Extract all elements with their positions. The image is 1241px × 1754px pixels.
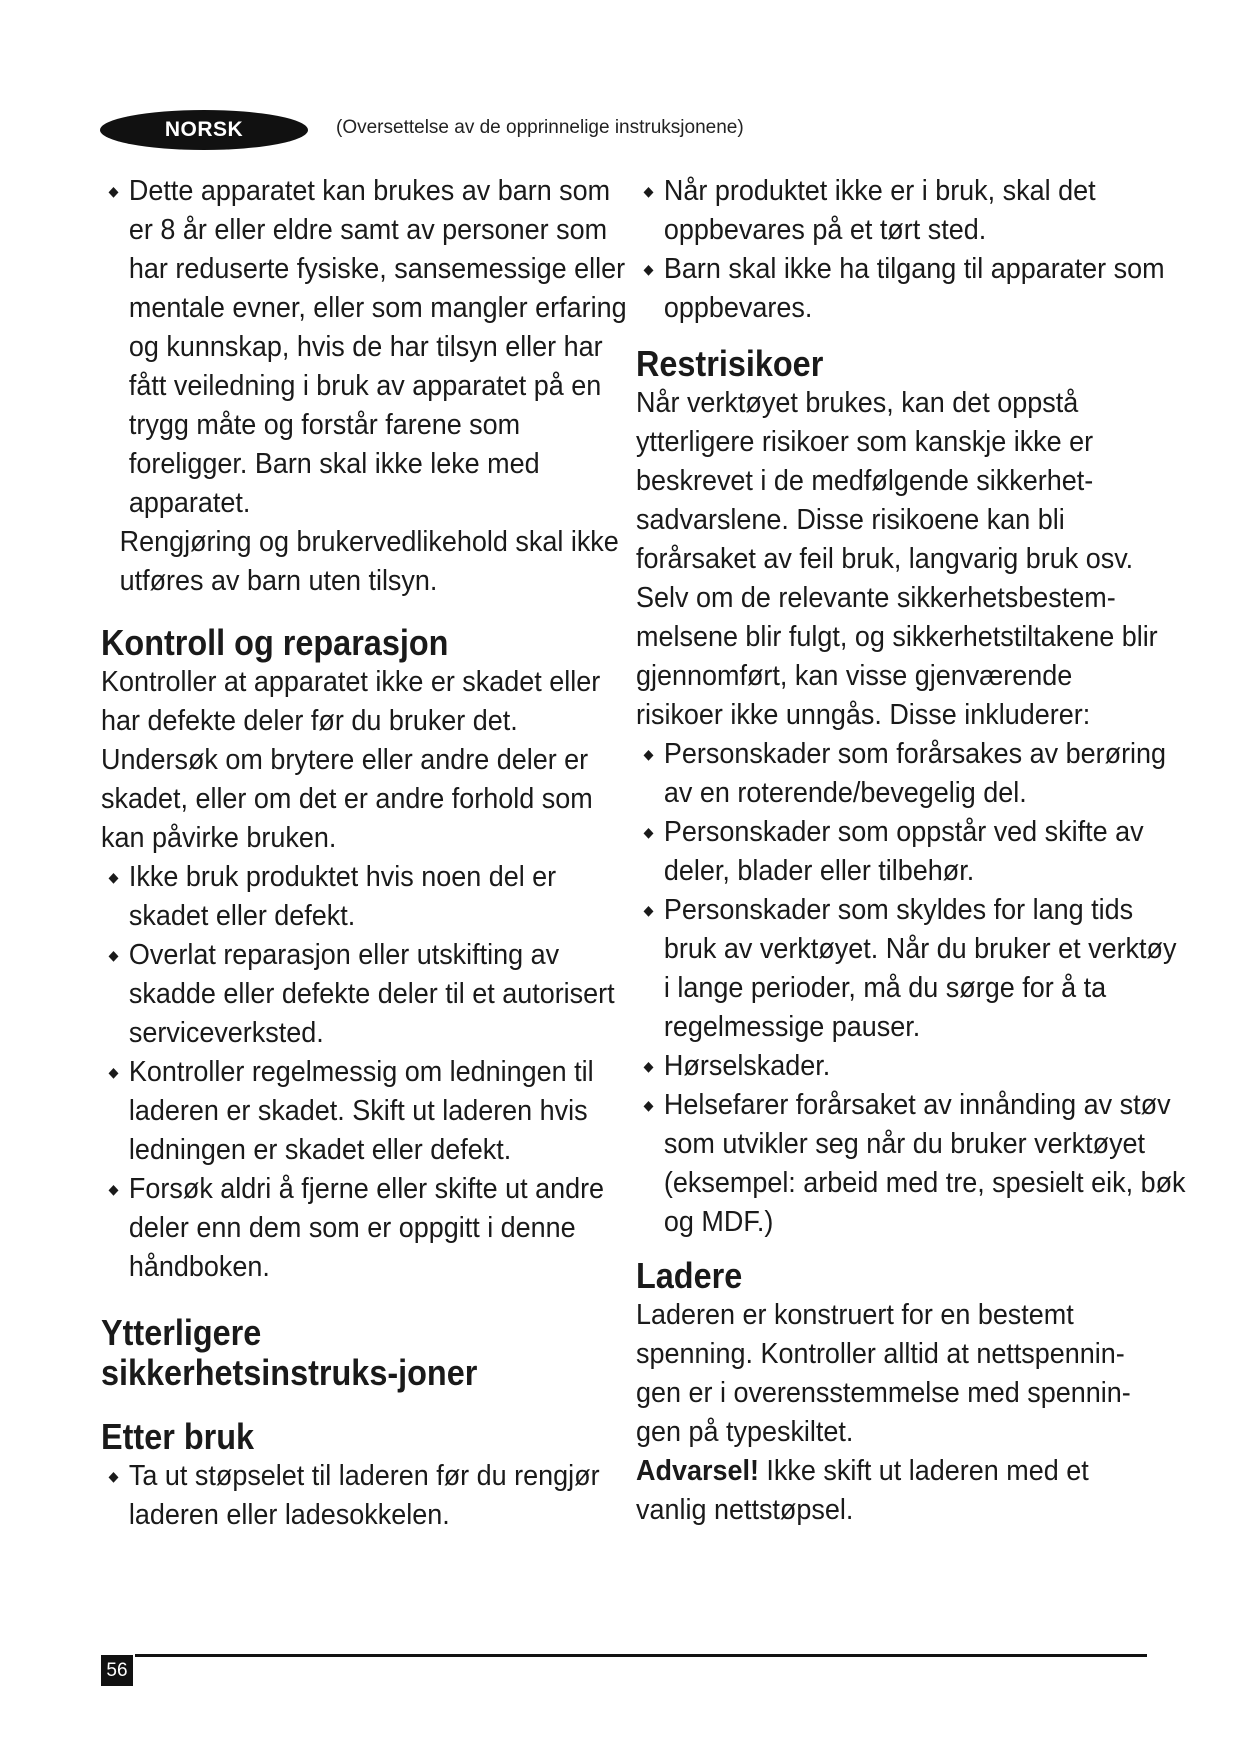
language-badge: NORSK [100, 110, 308, 150]
diamond-bullet-icon: ◆ [643, 746, 654, 762]
restrisikoer-text: Når verktøyet brukes, kan det oppstå ytterligere risikoer som kanskje ikke er beskrevet i de medfølgende sikkerhet-sadvarslene. Disse risikoene kan bli forårsaket av feil bruk, langvarig bruk osv. Selv om de relevante sikkerhetsbestem-melsene blir fulgt, og sikkerhetstiltakene blir gjennomført, kan visse gjenværende risikoer ikke unngås. Disse inkluderer: [636, 387, 1158, 731]
warning-label: Advarsel! [636, 1455, 759, 1487]
list-item: ◆ Forsøk aldri å fjerne eller skifte ut andre deler enn dem som er oppgitt i denne håndboken. [101, 1170, 641, 1287]
list-item: ◆ Personskader som skyldes for lang tids bruk av verktøyet. Når du bruker et verktøy i lange perioder, må du sørge for å ta regelmessige pauser. [636, 891, 1186, 1047]
diamond-bullet-icon: ◆ [108, 1064, 119, 1080]
ladere-text: Laderen er konstruert for en bestemt spenning. Kontroller alltid at nettspennin-gen er i overensstemmelse med spennin-gen på typeskiltet. [636, 1299, 1131, 1448]
diamond-bullet-icon: ◆ [108, 1468, 119, 1484]
diamond-bullet-icon: ◆ [643, 1097, 654, 1113]
list-item: ◆ Dette apparatet kan brukes av barn som er 8 år eller eldre samt av personer som har reduserte fysiske, sansemessige eller mentale evner, eller som mangler erfaring og kunnskap, hvis de har tilsyn eller har fått veiledning i bruk av apparatet på en trygg måte og forstår farene som foreligger. Barn skal ikke leke med apparatet. [101, 172, 641, 523]
page-number: 56 [101, 1655, 133, 1686]
diamond-bullet-icon: ◆ [643, 824, 654, 840]
diamond-bullet-icon: ◆ [108, 183, 119, 199]
diamond-bullet-icon: ◆ [108, 869, 119, 885]
diamond-bullet-icon: ◆ [108, 1181, 119, 1197]
list-item: ◆ Hørselskader. [636, 1047, 1186, 1086]
diamond-bullet-icon: ◆ [108, 947, 119, 963]
intro-extra-text: Rengjøring og brukervedlikehold skal ikke utføres av barn uten tilsyn. [119, 526, 619, 597]
list-item: ◆ Ikke bruk produktet hvis noen del er skadet eller defekt. [101, 858, 641, 936]
list-item: ◆ Ta ut støpselet til laderen før du rengjør laderen eller ladesokkelen. [101, 1457, 641, 1535]
diamond-bullet-icon: ◆ [643, 261, 654, 277]
ladere-warning [636, 1452, 1158, 1530]
kontroll-text: Kontroller at apparatet ikke er skadet eller har defekte deler før du bruker det. Undersøk om brytere eller andre deler er skadet, eller om det er andre forhold som kan påvirke bruken. [101, 666, 601, 854]
kontroll-heading: Kontroll og reparasjon [101, 622, 449, 663]
list-item: ◆ Helsefarer forårsaket av innånding av støv som utvikler seg når du bruker verktøyet (eksempel: arbeid med tre, spesielt eik, bøk og MDF.) [636, 1086, 1186, 1242]
header-subtitle: (Oversettelse av de opprinnelige instruksjonene) [336, 117, 744, 138]
left-column [101, 172, 627, 1535]
list-item: ◆ Personskader som oppstår ved skifte av deler, blader eller tilbehør. [636, 813, 1186, 891]
list-item: ◆ Personskader som forårsakes av berøring av en roterende/bevegelig del. [636, 735, 1186, 813]
footer-rule [135, 1654, 1147, 1657]
etter-bruk-heading: Etter bruk [101, 1416, 255, 1457]
list-item: ◆ Overlat reparasjon eller utskifting av skadde eller defekte deler til et autorisert serviceverksted. [101, 936, 641, 1053]
diamond-bullet-icon: ◆ [643, 183, 654, 199]
list-item: ◆ Når produktet ikke er i bruk, skal det oppbevares på et tørt sted. [636, 172, 1186, 250]
ytterligere-heading: Ytterligere sikkerhetsinstruks-joner [101, 1312, 478, 1393]
warning-text: Ikke skift ut laderen med et vanlig nettstøpsel. [636, 1455, 1089, 1526]
ladere-heading: Ladere [636, 1255, 743, 1296]
diamond-bullet-icon: ◆ [643, 1058, 654, 1074]
list-item: ◆ Kontroller regelmessig om ledningen til laderen er skadet. Skift ut laderen hvis ledningen er skadet eller defekt. [101, 1053, 641, 1170]
restrisikoer-heading: Restrisikoer [636, 343, 824, 384]
right-column [636, 172, 1186, 1530]
diamond-bullet-icon: ◆ [643, 902, 654, 918]
list-item: ◆ Barn skal ikke ha tilgang til apparater som oppbevares. [636, 250, 1186, 328]
